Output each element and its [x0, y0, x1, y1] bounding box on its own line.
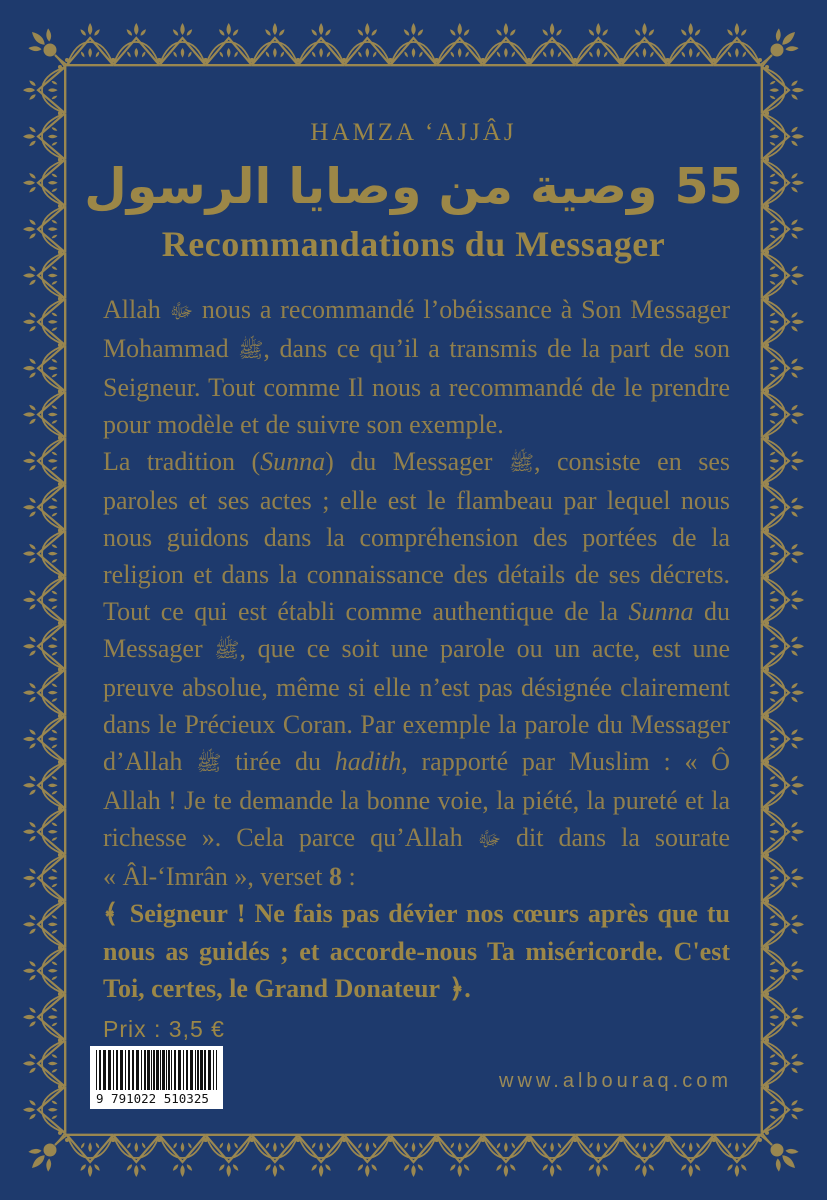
publisher-website: www.albouraq.com [499, 1070, 732, 1092]
back-cover-text [103, 291, 730, 1008]
border-corner-tr [760, 28, 799, 67]
border-right [762, 65, 804, 1135]
isbn-number: 9 791022 510325 [96, 1091, 209, 1106]
paragraph-2: La tradition (Sunna) du Messager ﷺ, consiste en ses paroles et ses actes ; elle est le flambeau par lequel nous nous guidons dans la compréhension des portées de la religion et dans la connaissance des détails de ses décrets. Tout ce qui est établi comme authentique de la Sunna du Messager ﷺ, que ce soit une parole ou un acte, est une preuve absolue, même si elle n’est pas désignée clairement dans le Précieux Coran. Par exemple la parole du Messager d’Allah ﷺ tirée du hadith, rapporté par Muslim : « Ô Allah ! Je te demande la bonne voie, la piété, la pureté et la richesse ». Cela parce qu’Allah ﷻ dit dans la sourate « Âl-‘Imrân », verset 8 : [103, 446, 731, 891]
price-label: Prix : 3,5 € [103, 1016, 225, 1042]
author-name: HAMZA ‘AJJÂJ [310, 119, 517, 146]
border-corner-br [760, 1133, 799, 1172]
border-corner-tl [28, 28, 67, 67]
title-arabic: 55 وصية من وصايا الرسول [84, 158, 743, 215]
barcode-bars [96, 1050, 217, 1090]
quran-verse: ﴾ Seigneur ! Ne fais pas dévier nos cœurs après que tu nous as guidés ; et accorde-nous Ta miséricorde. C'est Toi, certes, le Grand Donateur ﴿. [103, 898, 730, 1004]
title-french: Recommandations du Messager [161, 223, 666, 264]
barcode [90, 1046, 223, 1109]
border-corner-bl [28, 1133, 67, 1172]
border-left [23, 65, 65, 1135]
border-bottom [65, 1135, 762, 1177]
border-top [65, 23, 762, 65]
paragraph-1: Allah ﷻ nous a recommandé l’obéissance à Son Messager Mohammad ﷺ, dans ce qu’il a transmis de la part de son Seigneur. Tout comme Il nous a recommandé de le prendre pour modèle et de suivre son exemple. [103, 294, 731, 439]
cover-content [67, 67, 760, 1133]
